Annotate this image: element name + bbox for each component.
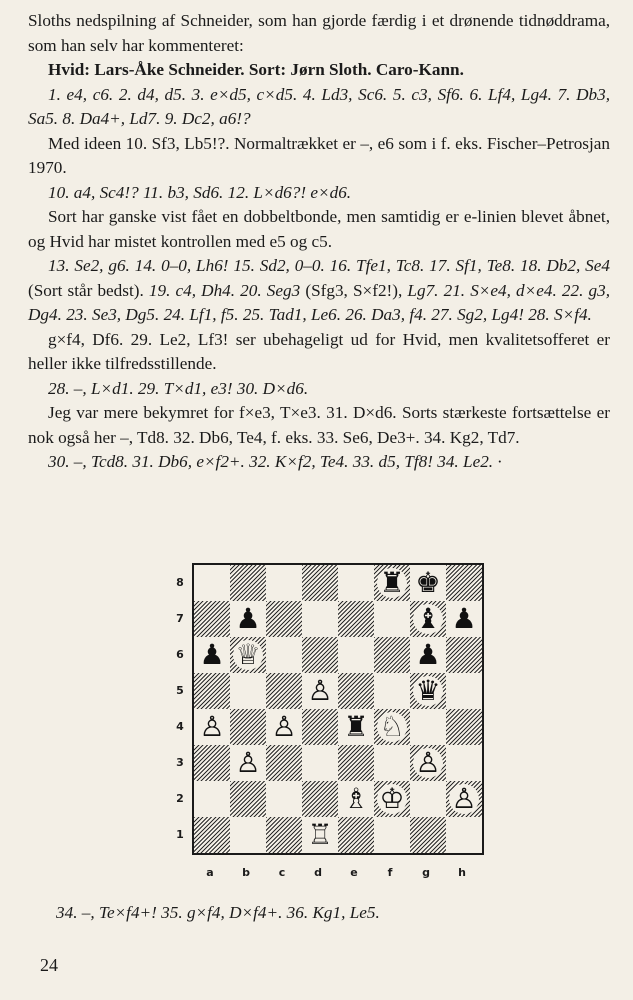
square-d2: [302, 781, 338, 817]
square-a1: [194, 817, 230, 853]
square-g6: [410, 637, 446, 673]
square-a7: [194, 601, 230, 637]
square-g1: [410, 817, 446, 853]
black-queen-icon: ♛: [413, 676, 443, 706]
square-a3: [194, 745, 230, 781]
square-b3: [230, 745, 266, 781]
page-number: 24: [40, 955, 58, 975]
white-pawn-icon: ♙: [449, 784, 479, 814]
white-knight-icon: ♘: [377, 712, 407, 742]
square-h4: [446, 709, 482, 745]
square-h3: [446, 745, 482, 781]
square-e2: [338, 781, 374, 817]
square-b2: [230, 781, 266, 817]
square-d3: [302, 745, 338, 781]
rank-label: 8: [176, 576, 184, 589]
square-a4: [194, 709, 230, 745]
square-e1: [338, 817, 374, 853]
square-f6: [374, 637, 410, 673]
square-c7: [266, 601, 302, 637]
white-bishop-icon: ♗: [341, 784, 371, 814]
rank-label: 5: [176, 684, 184, 697]
paragraph: 10. a4, Sc4!? 11. b3, Sd6. 12. L×d6?! e×d6.: [48, 182, 352, 202]
white-king-icon: ♔: [377, 784, 407, 814]
rank-label: 2: [176, 792, 184, 805]
square-d7: [302, 601, 338, 637]
square-c1: [266, 817, 302, 853]
square-h1: [446, 817, 482, 853]
square-h2: [446, 781, 482, 817]
square-b6: [230, 637, 266, 673]
square-h6: [446, 637, 482, 673]
rank-label: 6: [176, 648, 184, 661]
black-pawn-icon: ♟: [197, 640, 227, 670]
white-rook-icon: ♖: [305, 820, 335, 850]
square-d8: [302, 565, 338, 601]
square-g3: [410, 745, 446, 781]
square-f7: [374, 601, 410, 637]
paragraph-part: (Sfg3, S×f2!),: [305, 280, 408, 300]
square-a6: [194, 637, 230, 673]
file-label: e: [350, 866, 358, 879]
square-d4: [302, 709, 338, 745]
paragraph-part: (Sort står bedst).: [28, 280, 149, 300]
square-e4: [338, 709, 374, 745]
square-g4: [410, 709, 446, 745]
square-h7: [446, 601, 482, 637]
paragraph: Med ideen 10. Sf3, Lb5!?. Normaltrækket er –, e6 som i f. eks. Fischer–Petrosjan 1970.: [28, 133, 610, 177]
square-g8: [410, 565, 446, 601]
file-label: a: [206, 866, 214, 879]
square-e6: [338, 637, 374, 673]
square-f2: [374, 781, 410, 817]
white-pawn-icon: ♙: [305, 676, 335, 706]
white-pawn-icon: ♙: [197, 712, 227, 742]
square-f3: [374, 745, 410, 781]
square-f4: [374, 709, 410, 745]
square-f5: [374, 673, 410, 709]
square-g2: [410, 781, 446, 817]
square-c6: [266, 637, 302, 673]
paragraph: Sort har ganske vist fået en dobbeltbonde, men samtidig er e-linien blevet åbnet, og Hvid har mistet kontrollen med e5 og c5.: [28, 207, 610, 251]
file-label: c: [278, 866, 286, 879]
paragraph-part: 19. c4, Dh4. 20. Seg3: [148, 280, 306, 300]
square-d5: [302, 673, 338, 709]
square-d6: [302, 637, 338, 673]
square-h8: [446, 565, 482, 601]
black-rook-icon: ♜: [341, 712, 371, 742]
black-rook-icon: ♜: [377, 568, 407, 598]
square-f1: [374, 817, 410, 853]
diagram-caption: 34. –, Te×f4+! 35. g×f4, D×f4+. 36. Kg1, Le5.: [56, 903, 380, 922]
file-labels: [192, 866, 484, 879]
square-e5: [338, 673, 374, 709]
rank-label: 7: [176, 612, 184, 625]
white-pawn-icon: ♙: [269, 712, 299, 742]
paragraph: 30. –, Tcd8. 31. Db6, e×f2+. 32. K×f2, Te4. 33. d5, Tf8! 34. Le2. ·: [48, 452, 502, 471]
file-label: d: [314, 866, 322, 879]
white-queen-icon: ♕: [233, 640, 263, 670]
file-label: b: [242, 866, 250, 879]
paragraph: Hvid: Lars-Åke Schneider. Sort: Jørn Sloth. Caro-Kann.: [48, 60, 464, 79]
chess-diagram: [168, 560, 488, 890]
square-d1: [302, 817, 338, 853]
square-h5: [446, 673, 482, 709]
paragraph: Jeg var mere bekymret for f×e3, T×e3. 31. D×d6. Sorts stærkeste fortsættelse er nok også her –, Td8. 32. Db6, Te4, f. eks. 33. Se6, De3+. 34. Kg2, Td7.: [28, 403, 610, 447]
square-a2: [194, 781, 230, 817]
file-label: h: [458, 866, 466, 879]
square-c3: [266, 745, 302, 781]
paragraph-part: Lg7. 21. S×e4, d×e4. 22. g3, Dg4. 23. Se3, Dg5. 24. Lf1, f5. 25. Tad1, Le6. 26. Da3, f4. 27. Sg2, Lg4! 28. S×f4.: [28, 280, 610, 324]
paragraph: g×f4, Df6. 29. Le2, Lf3! ser ubehageligt ud for Hvid, men kvalitetsofferet er heller ikke tilfredsstillende.: [28, 329, 610, 373]
square-a5: [194, 673, 230, 709]
square-b8: [230, 565, 266, 601]
black-bishop-icon: ♝: [413, 604, 443, 634]
file-label: g: [422, 866, 430, 879]
rank-label: 1: [176, 828, 184, 841]
black-pawn-icon: ♟: [413, 640, 443, 670]
paragraph: 28. –, L×d1. 29. T×d1, e3! 30. D×d6.: [48, 378, 309, 398]
square-f8: [374, 565, 410, 601]
black-king-icon: ♚: [413, 568, 443, 598]
paragraph-part: 13. Se2, g6. 14. 0–0, Lh6! 15. Sd2, 0–0. 16. Tfe1, Tc8. 17. Sf1, Te8. 18. Db2, Se4: [48, 256, 610, 275]
square-b4: [230, 709, 266, 745]
rank-label: 3: [176, 756, 184, 769]
square-e3: [338, 745, 374, 781]
black-pawn-icon: ♟: [233, 604, 263, 634]
white-pawn-icon: ♙: [233, 748, 263, 778]
square-g7: [410, 601, 446, 637]
square-e7: [338, 601, 374, 637]
chess-board: [192, 563, 484, 855]
square-c2: [266, 781, 302, 817]
square-b1: [230, 817, 266, 853]
square-e8: [338, 565, 374, 601]
square-b5: [230, 673, 266, 709]
rank-label: 4: [176, 720, 184, 733]
black-pawn-icon: ♟: [449, 604, 479, 634]
file-label: f: [387, 866, 393, 879]
square-c8: [266, 565, 302, 601]
square-a8: [194, 565, 230, 601]
square-g5: [410, 673, 446, 709]
paragraph: [28, 254, 610, 328]
white-pawn-icon: ♙: [413, 748, 443, 778]
square-b7: [230, 601, 266, 637]
paragraph: 1. e4, c6. 2. d4, d5. 3. e×d5, c×d5. 4. Ld3, Sc6. 5. c3, Sf6. 6. Lf4, Lg4. 7. Db3, Sa5. 8. Da4+, Ld7. 9. Dc2, a6!?: [28, 84, 610, 128]
paragraph: Sloths nedspilning af Schneider, som han gjorde færdig i et drønende tidnøddrama, som han selv har kommenteret:: [28, 11, 610, 55]
square-c4: [266, 709, 302, 745]
body-text: [28, 9, 610, 475]
square-c5: [266, 673, 302, 709]
